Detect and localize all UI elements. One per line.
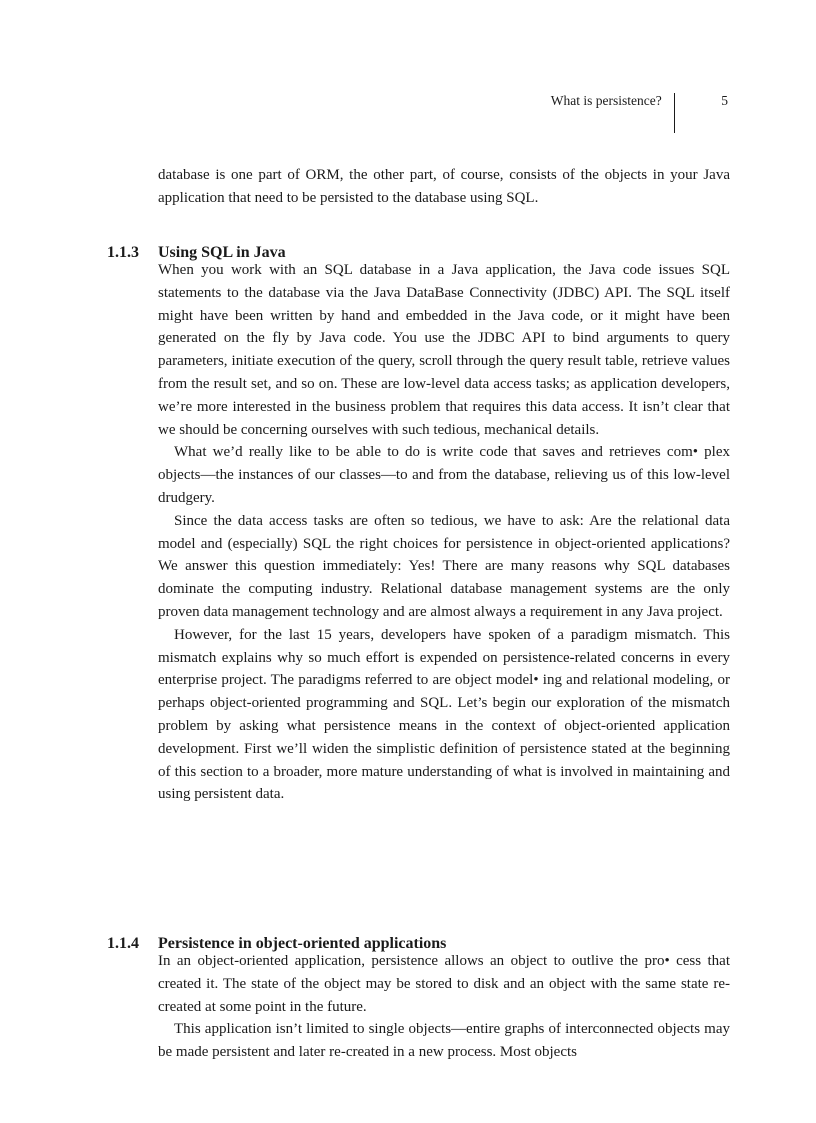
section-1-1-3-body [158,259,730,806]
section-title: Persistence in object-oriented applications [158,935,447,953]
running-head-divider [674,93,676,133]
paragraph: What we’d really like to be able to do is write code that saves and retrieves com• plex objects—the instances of our classes—to and from the database, relieving us of this low-level drudgery. [158,444,730,506]
section-number: 1.1.3 [107,244,139,262]
section-number: 1.1.4 [107,935,139,953]
page-number: 5 [721,93,728,108]
paragraph: This application isn’t limited to single objects—entire graphs of interconnected objects may be made persistent and later re-created in a new process. Most objects [158,1021,730,1061]
paragraph: Since the data access tasks are often so tedious, we have to ask: Are the relational data model and (especially) SQL the right choices for persistence in object-oriented applications? We answer this question immediately: Yes! There are many reasons why SQL databases dominate the computing industry. Relational database management systems are the only proven data management technology and are almost always a requirement in any Java project. [158,512,730,620]
section-1-1-4-body [158,950,730,1064]
running-head-title: What is persistence? [550,93,662,108]
paragraph: In an object-oriented application, persistence allows an object to outlive the pro• cess that created it. The state of the object may be stored to disk and an object with the same state re-created at some point in the future. [158,953,730,1015]
section-title: Using SQL in Java [158,244,286,262]
intro-paragraph-block [158,164,730,210]
paragraph: However, for the last 15 years, developers have spoken of a paradigm mismatch. This mismatch explains why so much effort is expended on persistence-related concerns in every enterprise project. The paradigms referred to are object model• ing and relational modeling, or perhaps object-oriented programming and SQL. Let’s begin our exploration of the mismatch problem by asking what persistence means in the context of object-oriented application development. First we’ll widen the simplistic definition of persistence stated at the beginning of this section to a broader, more mature understanding of what is involved in maintaining and using persistent data. [158,626,730,803]
intro-paragraph: database is one part of ORM, the other part, of course, consists of the objects in your Java application that need to be persisted to the database using SQL. [158,167,730,206]
running-head [551,93,728,133]
paragraph: When you work with an SQL database in a Java application, the Java code issues SQL statements to the database via the Java DataBase Connectivity (JDBC) API. The SQL itself might have been written by hand and embedded in the Java code, or it might have been generated on the fly by Java code. You use the JDBC API to bind arguments to query parameters, initiate execution of the query, scroll through the query result table, retrieve values from the result set, and so on. These are low-level data access tasks; as application developers, we’re more interested in the business problem that requires this data access. It isn’t clear that we should be concerning ourselves with such tedious, mechanical details. [158,262,730,438]
